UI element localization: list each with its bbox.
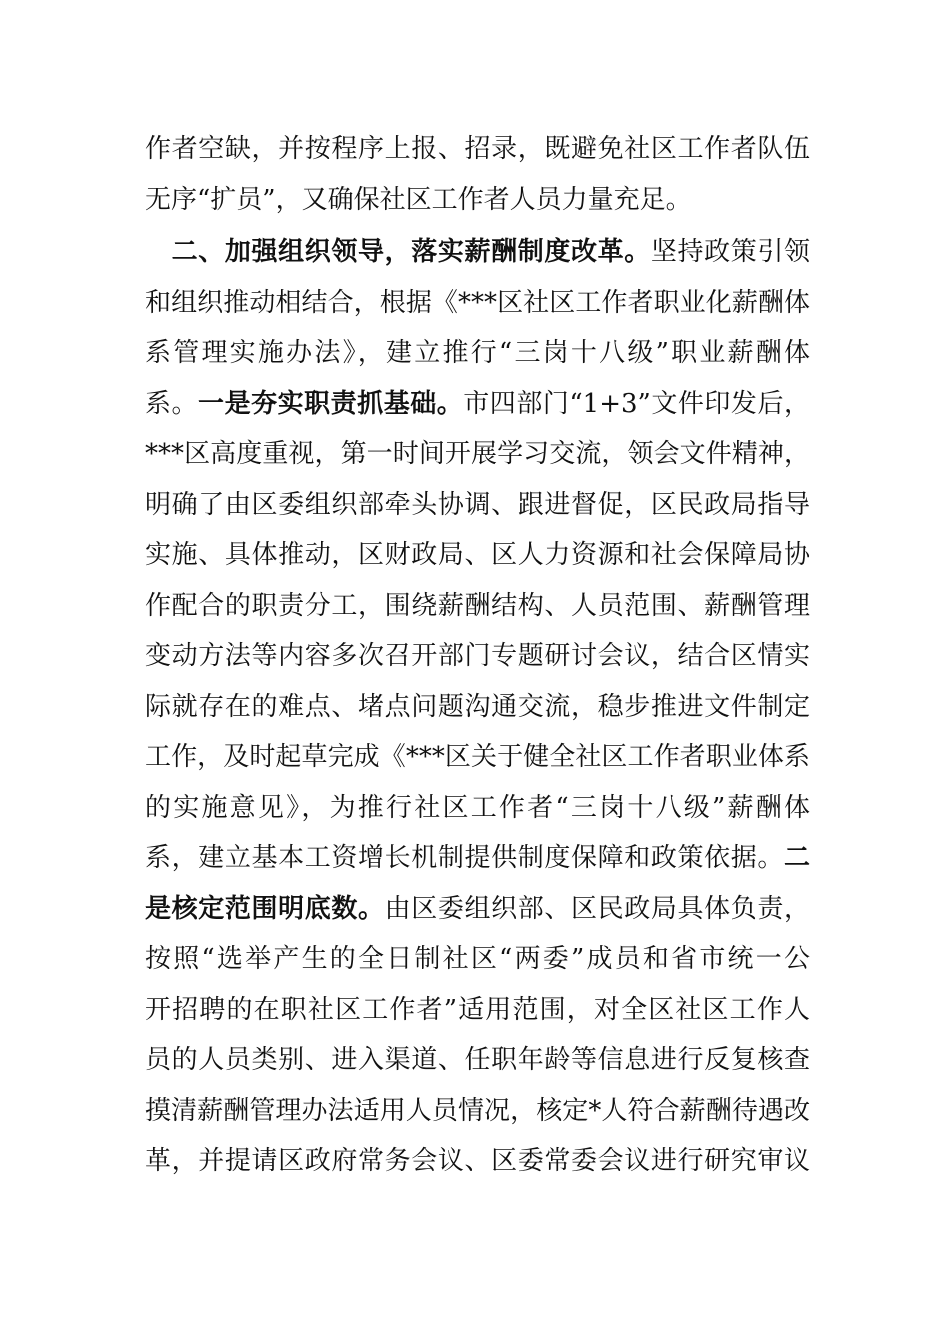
text-line — [145, 1136, 810, 1187]
body-text-segment: 市四部门“1+3”文件印发后， — [463, 388, 810, 419]
text-line — [145, 581, 810, 632]
body-text-segment: 明确了由区委组织部牵头协调、跟进督促，区民政局指导 — [145, 489, 810, 520]
text-line — [145, 631, 810, 682]
bold-heading-text: 是核定范围明底数。 — [145, 893, 385, 924]
text-line — [145, 278, 810, 329]
text-line — [145, 379, 810, 430]
body-text-segment: ***区高度重视，第一时间开展学习交流，领会文件精神， — [145, 439, 810, 469]
body-text-segment: 系。 — [145, 388, 199, 419]
body-text-segment: 和组织推动相结合，根据《***区社区工作者职业化薪酬体 — [145, 287, 810, 318]
text-line — [145, 227, 810, 278]
body-text-segment: 变动方法等内容多次召开部门专题研讨会议，结合区情实 — [145, 641, 810, 671]
body-text-segment: 实施、具体推动，区财政局、区人力资源和社会保障局协 — [145, 540, 810, 570]
text-line — [145, 530, 810, 581]
text-line — [145, 175, 810, 226]
text-line — [145, 884, 810, 935]
text-line — [145, 732, 810, 783]
body-text-segment: 际就存在的难点、堵点问题沟通交流，稳步推进文件制定 — [145, 691, 810, 722]
body-text-segment: 摸清薪酬管理办法适用人员情况，核定*人符合薪酬待遇改 — [145, 1095, 810, 1126]
body-text-segment: 的实施意见》，为推行社区工作者“三岗十八级”薪酬体 — [145, 792, 810, 823]
bold-heading-text: 二 — [783, 843, 810, 873]
body-text-segment: 按照“选举产生的全日制社区“两委”成员和省市统一公 — [145, 944, 810, 974]
body-text-segment: 员的人员类别、进入渠道、任职年龄等信息进行反复核查 — [145, 1045, 810, 1075]
body-text-segment: 作者空缺，并按程序上报、招录，既避免社区工作者队伍 — [145, 134, 810, 164]
text-line — [145, 682, 810, 733]
body-text-segment: 作配合的职责分工，围绕薪酬结构、人员范围、薪酬管理 — [145, 590, 810, 621]
body-text — [145, 124, 810, 1187]
body-text-segment: 革，并提请区政府常务会议、区委常委会议进行研究审议 — [145, 1146, 810, 1176]
body-text-segment: 由区委组织部、区民政局具体负责， — [384, 893, 810, 924]
text-line — [145, 985, 810, 1036]
text-line — [145, 480, 810, 531]
text-line — [145, 833, 810, 884]
bold-heading-text: 一是夯实职责抓基础。 — [198, 388, 464, 419]
text-line — [145, 1035, 810, 1086]
body-text-segment: 坚持政策引领 — [650, 237, 810, 267]
body-text-segment: 系，建立基本工资增长机制提供制度保障和政策依据。 — [145, 843, 784, 873]
text-line — [145, 328, 810, 379]
body-text-segment: 无序“扩员”，又确保社区工作者人员力量充足。 — [145, 184, 692, 215]
body-text-segment: 系管理实施办法》，建立推行“三岗十八级”职业薪酬体 — [145, 338, 810, 368]
body-text-segment: 开招聘的在职社区工作者”适用范围，对全区社区工作人 — [145, 994, 810, 1025]
text-line — [145, 934, 810, 985]
text-line — [145, 124, 810, 175]
body-text-segment: 工作，及时起草完成《***区关于健全社区工作者职业体系 — [145, 742, 810, 772]
text-line — [145, 429, 810, 480]
text-line — [145, 783, 810, 834]
text-line — [145, 1086, 810, 1137]
bold-heading-text: 二、加强组织领导，落实薪酬制度改革。 — [145, 237, 651, 267]
